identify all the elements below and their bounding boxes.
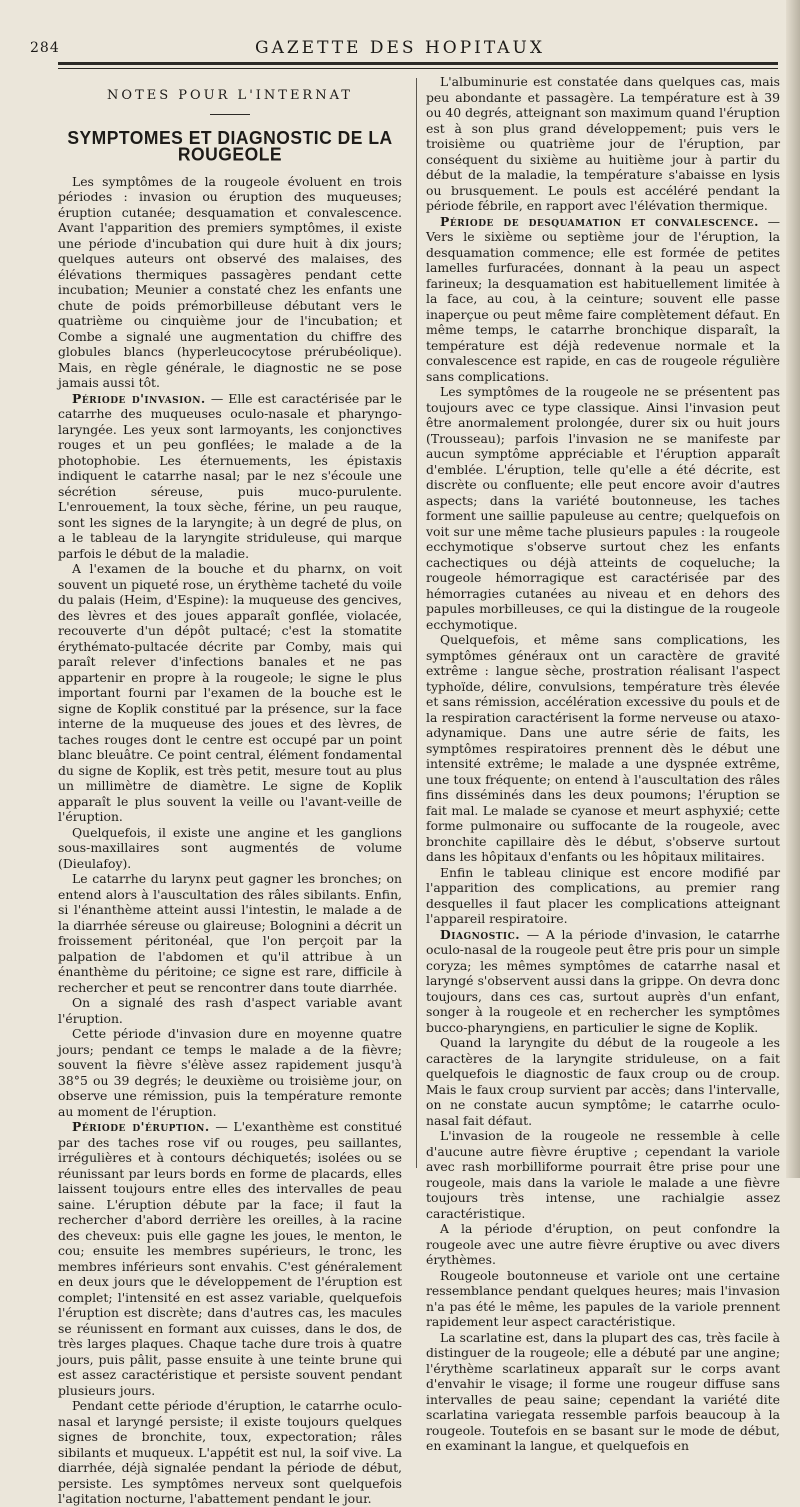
- header-rule: [58, 62, 778, 65]
- left-column: [58, 74, 402, 1507]
- paragraph: Quelquefois, et même sans complications, les symptômes généraux ont un caractère de gravité extrême : langue sèche, prostration réalisant l'aspect typhoïde, délire, convulsions, température très élevée et sans rémission, accélération excessive du pouls et de la respiration caractérisent la forme nerveuse ou ataxo-adynamique. Dans une autre série de faits, les symptômes respiratoires prennent dès le début une intensité extrême; le malade a une dyspnée extrême, une toux fréquente; on entend à l'auscultation des râles fins disséminés dans les deux poumons; l'éruption se fait mal. Le malade se cyanose et meurt asphyxié; cette forme pulmonaire ou suffocante de la rougeole, avec bronchite capillaire dès le début, s'observe surtout dans les hôpitaux d'enfants ou les hôpitaux militaires.: [426, 632, 780, 864]
- paragraph: Cette période d'invasion dure en moyenne quatre jours; pendant ce temps le malade a de la fièvre; souvent la fièvre s'élève assez rapidement jusqu'à 38°5 ou 39 degrés; le deuxième ou troisième jour, on observe une rémission, puis la température remonte au moment de l'éruption.: [58, 1026, 402, 1119]
- running-title: GAZETTE DES HOPITAUX: [254, 38, 545, 58]
- paragraph: A l'examen de la bouche et du pharnx, on voit souvent un piqueté rose, un érythème tacheté du voile du palais (Heim, d'Espine): la muqueuse des gencives, des lèvres et des joues apparaît gonflée, violacée, recouverte d'un dépôt pultacé; c'est la stomatite érythémato-pultacée décrite par Comby, mais qui paraît relever d'infections banales et ne pas appartenir en propre à la rougeole; le signe le plus important fourni par l'examen de la bouche est le signe de Koplik constitué par la présence, sur la face interne de la muqueuse des joues et des lèvres, de taches rouges dont le centre est occupé par un point blanc bleuâtre. Ce point central, élément fondamental du signe de Koplik, est très petit, mesure tout au plus un millimètre de diamètre. Le signe de Koplik apparaît le plus souvent la veille ou l'avant-veille de l'éruption.: [58, 561, 402, 824]
- page-number: 284: [30, 40, 60, 56]
- subheading: Période d'éruption.: [72, 1119, 210, 1134]
- section-label: NOTES POUR L'INTERNAT: [107, 88, 353, 103]
- article-title: SYMPTOMES ET DIAGNOSTIC DE LA ROUGEOLE: [67, 126, 393, 164]
- subheading: Période d'invasion.: [72, 390, 206, 406]
- paragraph: Quelquefois, il existe une angine et les ganglions sous-maxillaires sont augmentés de volume (Dieulafoy).: [58, 824, 402, 871]
- paragraph: Pendant cette période d'éruption, le catarrhe oculo-nasal et laryngé persiste; il existe toujours quelques signes de bronchite, toux, expectoration; râles sibilants et muqueux. L'appétit est nul, la soif vive. La diarrhée, déjà signalée pendant la période de début, persiste. Les symptômes nerveux sont quelquefois l'agitation nocturne, l'abattement pendant le jour.: [58, 1398, 402, 1506]
- page-edge-shadow: [786, 0, 800, 1178]
- paragraph: Quand la laryngite du début de la rougeole a les caractères de la laryngite striduleuse, on a fait quelquefois le diagnostic de faux croup ou de croup. Mais le faux croup survient par accès; dans l'intervalle, on ne constate aucun symptôme; le catarrhe oculo-nasal fait défaut.: [426, 1035, 780, 1128]
- paragraph: L'albuminurie est constatée dans quelques cas, mais peu abondante et passagère. La température est à 39 ou 40 degrés, atteignant son maximum quand l'éruption est à son plus grand développement; puis vers le troisième ou quatrième jour de l'éruption, par conséquent du sixième au huitième jour à partir du début de la maladie, la température s'abaisse en lysis ou brusquement. Le pouls est accéléré pendant la période fébrile, en rapport avec l'élévation thermique.: [426, 74, 780, 213]
- subheading: Diagnostic.: [440, 926, 521, 942]
- paragraph: Période d'éruption. — L'exanthème est constitué par des taches rose vif ou rouges, peu saillantes, irrégulières et à contours déchiquetés; isolées ou se réunissant par leurs bords en forme de placards, elles laissent toujours entre elles des intervalles de peau saine. L'éruption débute par la face; il faut la rechercher d'abord derrière les oreilles, à la racine des cheveux: puis elle gagne les joues, le menton, le cou; ensuite les membres supérieurs, le tronc, les membres inférieurs sont envahis. C'est généralement en deux jours que le développement de l'éruption est complet; l'intensité en est assez variable, quelquefois l'éruption est discrète; dans d'autres cas, les macules se réunissent en formant aux cuisses, dans le dos, de très larges plaques. Chaque tache dure trois à quatre jours, puis pâlit, passe ensuite à une teinte brune qui est assez caractéristique et persiste souvent pendant plusieurs jours.: [58, 1119, 402, 1398]
- paragraph: Les symptômes de la rougeole évoluent en trois périodes : invasion ou éruption des muqueuses; éruption cutanée; desquamation et convalescence. Avant l'apparition des premiers symptômes, il existe une période d'incubation qui dure huit à dix jours; quelques auteurs ont observé des malaises, des élévations thermiques passagères pendant cette incubation; Meunier a constaté chez les enfants une chute de poids prémorbilleuse débutant vers le quatrième ou cinquième jour de l'incubation; et Combe a signalé une augmentation du chiffre des globules blancs (hyperleucocytose prérubéolique). Mais, en règle générale, le diagnostic ne se pose jamais aussi tôt.: [58, 173, 402, 390]
- right-column: [426, 74, 780, 1454]
- header-rule-thin: [58, 68, 778, 69]
- paragraph: Enfin le tableau clinique est encore modifié par l'apparition des complications, au premier rang desquelles il faut placer les complications atteignant l'appareil respiratoire.: [426, 864, 780, 926]
- paragraph: Rougeole boutonneuse et variole ont une certaine ressemblance pendant quelques heures; mais l'invasion n'a pas été le même, les papules de la variole prennent rapidement leur aspect caractéristique.: [426, 1267, 780, 1329]
- column-divider: [416, 78, 417, 1168]
- paragraph: Le catarrhe du larynx peut gagner les bronches; on entend alors à l'auscultation des râles sibilants. Enfin, si l'énanthème atteint aussi l'intestin, le malade a de la diarrhée séreuse ou glaireuse; Bolognini a décrit un froissement péritonéal, que l'on perçoit par la palpation de l'abdomen et qu'il attribue à un énanthème du péritoine; ce signe est rare, difficile à rechercher et peut se rencontrer dans toute diarrhée.: [58, 871, 402, 995]
- paragraph: Période d'invasion. — Elle est caractérisée par le catarrhe des muqueuses oculo-nasale et pharyngo-laryngée. Les yeux sont larmoyants, les conjonctives rouges et un peu gonflées; le malade a de la photophobie. Les éternuements, les épistaxis indiquent le catarrhe nasal; par le nez s'écoule une sécrétion séreuse, puis muco-purulente. L'enrouement, la toux sèche, férine, un peu rauque, sont les signes de la laryngite; à un degré de plus, on a le tableau de la laryngite striduleuse, qui marque parfois le début de la maladie.: [58, 390, 402, 561]
- paragraph: A la période d'éruption, on peut confondre la rougeole avec une autre fièvre éruptive ou avec divers érythèmes.: [426, 1221, 780, 1267]
- section-rule: [210, 114, 250, 115]
- paragraph: Les symptômes de la rougeole ne se présentent pas toujours avec ce type classique. Ainsi l'invasion peut être anormalement prolongée, durer six ou huit jours (Trousseau); parfois l'invasion ne se manifeste par aucun symptôme appréciable et l'éruption apparaît d'emblée. L'éruption, telle qu'elle a été décrite, est discrète ou confluente; elle peut encore avoir d'autres aspects; dans la variété boutonneuse, les taches forment une saillie papuleuse au centre; quelquefois on voit sur une même tache plusieurs papules : la rougeole ecchymotique s'observe surtout chez les enfants cachectiques ou déjà atteints de coqueluche; la rougeole hémorragique est caractérisée par des hémorragies cutanées au niveau et en dehors des papules morbilleuses, ce qui la distingue de la rougeole ecchymotique.: [426, 384, 780, 632]
- paragraph: L'invasion de la rougeole ne ressemble à celle d'aucune autre fièvre éruptive ; cependant la variole avec rash morbilliforme pourrait être prise pour une rougeole, mais dans la variole le malade a une fièvre toujours très intense, une rachialgie assez caractéristique.: [426, 1128, 780, 1221]
- paragraph: La scarlatine est, dans la plupart des cas, très facile à distinguer de la rougeole; elle a débuté par une angine; l'érythème scarlatineux apparaît sur le corps avant d'envahir le visage; il forme une rougeur diffuse sans intervalles de peau saine; cependant la variété dite scarlatina variegata ressemble parfois beaucoup à la rougeole. Toutefois en se basant sur le mode de début, en examinant la langue, et quelquefois en: [426, 1329, 780, 1453]
- paragraph: Période de desquamation et convalescence. — Vers le sixième ou septième jour de l'éruption, la desquamation commence; elle est formée de petites lamelles furfuracées, donnant à la peau un aspect farineux; la desquamation est habituellement limitée à la face, au cou, à la ceinture; souvent elle passe inaperçue ou peut même faire complètement défaut. En même temps, le catarrhe bronchique disparaît, la température est déjà redevenue normale et la convalescence est rapide, en cas de rougeole régulière sans complications.: [426, 213, 780, 384]
- paragraph: On a signalé des rash d'aspect variable avant l'éruption.: [58, 995, 402, 1026]
- paragraph: Diagnostic. — A la période d'invasion, le catarrhe oculo-nasal de la rougeole peut être pris pour un simple coryza; les mêmes symptômes de catarrhe nasal et laryngé s'observent aussi dans la grippe. On devra donc toujours, dans ces cas, surtout auprès d'un enfant, songer à la rougeole et en rechercher les symptômes bucco-pharyngiens, en particulier le signe de Koplik.: [426, 926, 780, 1035]
- subheading: Période de desquamation et convalescence.: [440, 213, 759, 229]
